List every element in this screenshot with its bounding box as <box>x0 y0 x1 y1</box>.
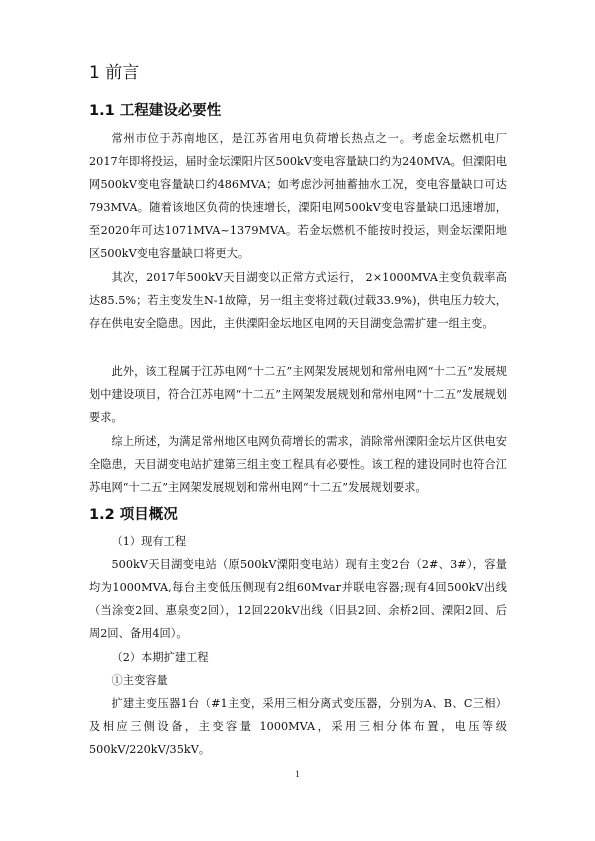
section-heading-necessity: 1.1 工程建设必要性 <box>89 103 222 119</box>
section-heading-overview: 1.2 项目概况 <box>89 507 178 523</box>
chapter-heading: 1 前言 <box>89 63 140 83</box>
subheading-transformer-capacity: ①主变容量 <box>111 674 168 687</box>
paragraph-3: 此外，该工程属于江苏电网“十二五”主网架发展规划和常州电网“十二五”发展规划中建设项目，符合江苏电网“十二五”主网架发展规划和常州电网“十二五”发展规划要求。 <box>89 365 507 424</box>
paragraph-5: 500kV天目湖变电站（原500kV溧阳变电站）现有主变2台（2#、3#），容量均为1000MVA,每台主变低压侧现有2组60Mvar并联电容器;现有4回500kV出线（当涂变2回、惠泉变2回），12回220kV出线（旧县2回、余桥2回、溧阳2回、后周2回、备用4回）。 <box>89 558 507 640</box>
subheading-existing: （1）现有工程 <box>111 535 187 548</box>
page-number: 1 <box>295 769 300 779</box>
paragraph-2: 其次，2017年500kV天目湖变以正常方式运行， 2×1000MVA主变负载率高达85.5%；若主变发生N-1故障，另一组主变将过载(过载33.9%)，供电压力较大，存在供电安全隐患。因此，主供溧阳金坛地区电网的天目湖变急需扩建一组主变。 <box>89 271 507 330</box>
paragraph-4: 综上所述，为满足常州地区电网负荷增长的需求，消除常州溧阳金坛片区供电安全隐患，天目湖变电站扩建第三组主变工程具有必要性。该工程的建设同时也符合江苏电网“十二五”主网架发展规划和常州电网“十二五”发展规划要求。 <box>89 435 507 494</box>
paragraph-1: 常州市位于苏南地区，是江苏省用电负荷增长热点之一。考虑金坛燃机电厂2017年即将投运，届时金坛溧阳片区500kV变电容量缺口约为240MVA。但溧阳电网500kV变电容量缺口约486MVA；如考虑沙河抽蓄抽水工况，变电容量缺口可达793MVA。随着该地区负荷的快速增长，溧阳电网500kV变电容量缺口迅速增加，至2020年可达1071MVA~1379MVA。若金坛燃机不能按时投运，则金坛溧阳地区500kV变电容量缺口将更大。 <box>89 132 507 260</box>
paragraph-6: 扩建主变压器1台（#1主变，采用三相分离式变压器，分别为A、B、C三相）及相应三侧设备，主变容量 1000MVA，采用三相分体布置，电压等级500kV/220kV/35kV。 <box>89 697 507 756</box>
subheading-expansion: （2）本期扩建工程 <box>111 651 209 664</box>
